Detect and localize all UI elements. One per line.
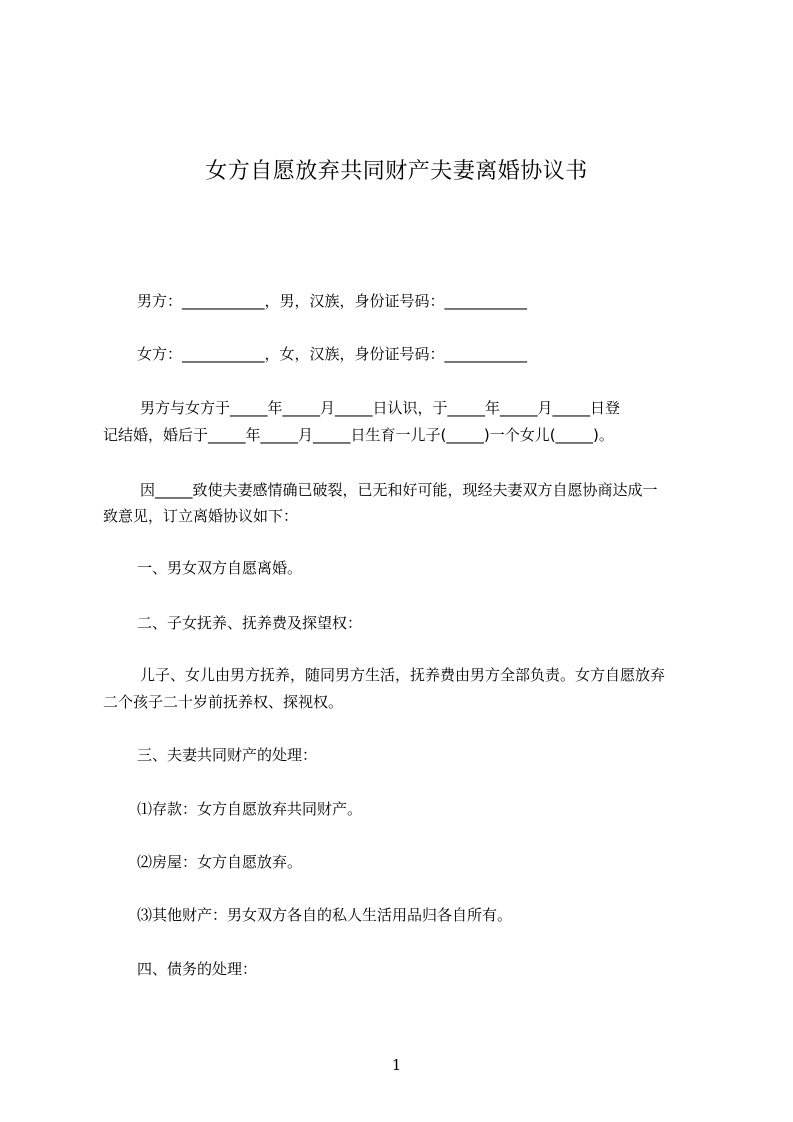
document-title: 女方自愿放弃共同财产夫妻离婚协议书 (205, 158, 588, 184)
other-property-item: ⑶其他财产：男女双方各自的私人生活用品归各自所有。 (137, 906, 513, 924)
house-item: ⑵房屋：女方自愿放弃。 (137, 853, 303, 871)
page-number: 1 (391, 1056, 402, 1074)
reason-paragraph-line-2: 致意见，订立离婚协议如下： (103, 507, 299, 525)
female-party-line: 女方：___________，女，汉族，身份证号码：___________ (137, 345, 528, 363)
reason-paragraph-line-1: 因_____致使夫妻感情确已破裂，已无和好可能，现经夫妻双方自愿协商达成一 (140, 481, 658, 499)
savings-item: ⑴存款：女方自愿放弃共同财产。 (137, 800, 363, 818)
children-paragraph-line-2: 二个孩子二十岁前抚养权、探视权。 (103, 693, 344, 711)
children-paragraph-line-1: 儿子、女儿由男方抚养，随同男方生活，抚养费由男方全部负责。女方自愿放弃 (140, 666, 666, 684)
acquaintance-paragraph-line-1: 男方与女方于_____年_____月_____日认识，于_____年_____月_____日登 (140, 399, 621, 417)
male-party-line: 男方：___________，男，汉族，身份证号码：___________ (137, 292, 528, 310)
section-two-heading: 二、子女抚养、抚养费及探望权： (137, 614, 363, 632)
section-four-heading: 四、债务的处理： (137, 960, 258, 978)
section-one-heading: 一、男女双方自愿离婚。 (137, 559, 303, 577)
section-three-heading: 三、夫妻共同财产的处理： (137, 746, 318, 764)
acquaintance-paragraph-line-2: 记结婚，婚后于_____年_____月_____日生育一儿子(_____)一个女儿(_____)。 (103, 426, 614, 444)
